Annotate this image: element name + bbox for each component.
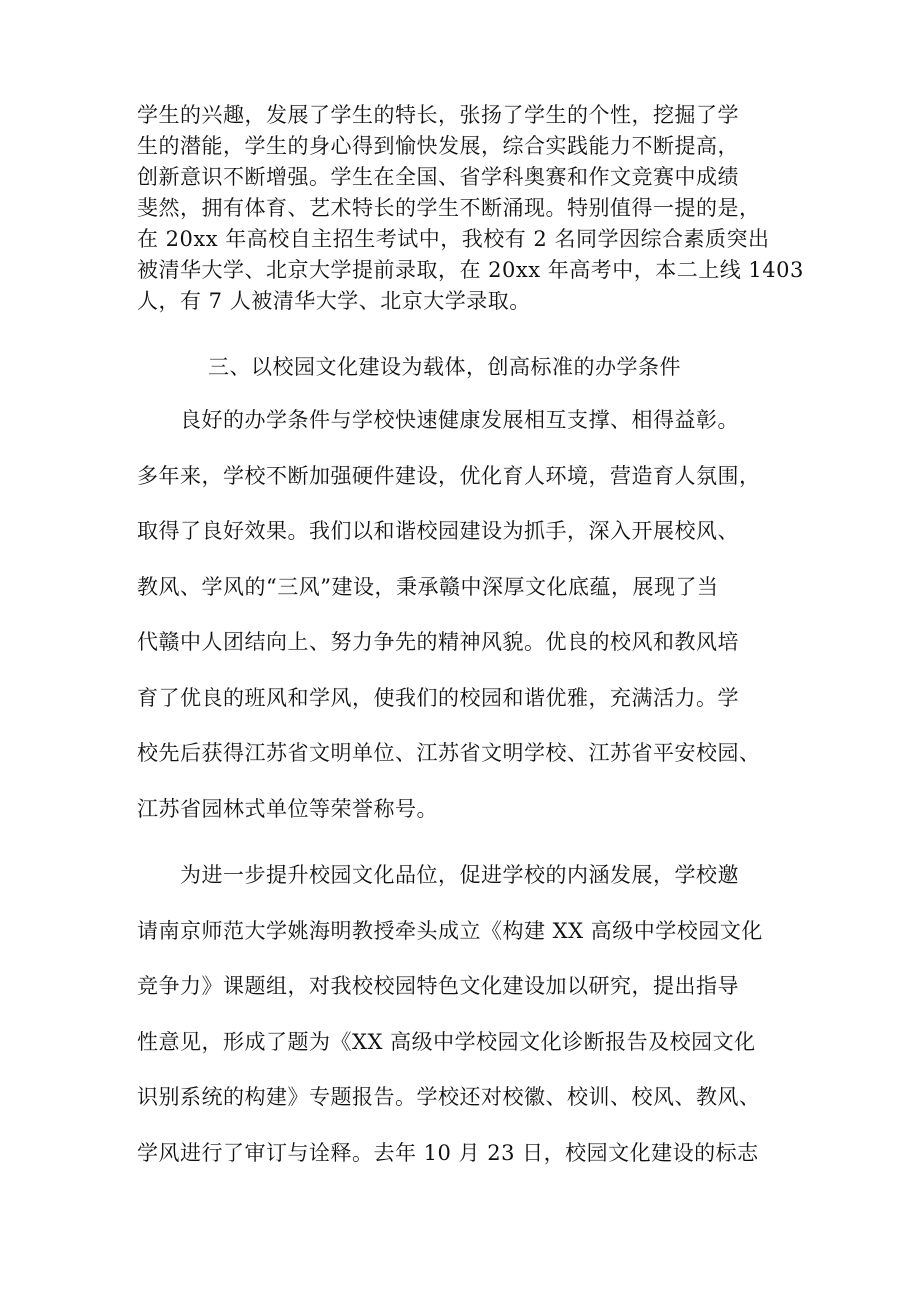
text-line: 校先后获得江苏省文明单位、江苏省文明学校、江苏省平安校园、 bbox=[137, 741, 761, 765]
section-heading: 三、以校园文化建设为载体，创高标准的办学条件 bbox=[208, 355, 681, 379]
text-line: 被清华大学、北京大学提前录取，在 20xx 年高考中，本二上线 1403 bbox=[137, 258, 804, 282]
text-line: 性意见，形成了题为《XX 高级中学校园文化诊断报告及校园文化 bbox=[137, 1029, 756, 1054]
text-line: 学生的兴趣，发展了学生的特长，张扬了学生的个性，挖掘了学 bbox=[137, 103, 739, 127]
text-line: 教风、学风的“三风”建设，秉承赣中深厚文化底蕴，展现了当 bbox=[137, 574, 719, 599]
text-line: 多年来，学校不断加强硬件建设，优化育人环境，营造育人氛围， bbox=[137, 463, 761, 488]
text-line: 为进一步提升校园文化品位，促进学校的内涵发展，学校邀 bbox=[137, 863, 739, 887]
text-line: 江苏省园林式单位等荣誉称号。 bbox=[137, 796, 438, 821]
text-line: 生的潜能，学生的身心得到愉快发展，综合实践能力不断提高， bbox=[137, 134, 739, 158]
text-line: 请南京师范大学姚海明教授牵头成立《构建 XX 高级中学校园文化 bbox=[137, 918, 763, 943]
text-line: 在 20xx 年高校自主招生考试中，我校有 2 名同学因综合素质突出 bbox=[137, 227, 770, 251]
paragraph-school-conditions bbox=[137, 405, 787, 849]
text-line: 创新意识不断增强。学生在全国、省学科奥赛和作文竞赛中成绩 bbox=[137, 165, 739, 189]
text-line: 取得了良好效果。我们以和谐校园建设为抓手，深入开展校风、 bbox=[137, 519, 739, 543]
text-line: 代赣中人团结向上、努力争先的精神风貌。优良的校风和教风培 bbox=[137, 630, 739, 654]
text-line: 育了优良的班风和学风，使我们的校园和谐优雅，充满活力。学 bbox=[137, 685, 739, 710]
text-line: 斐然，拥有体育、艺术特长的学生不断涌现。特别值得一提的是， bbox=[137, 196, 761, 220]
text-line: 竞争力》课题组，对我校校园特色文化建设加以研究，提出指导 bbox=[137, 974, 739, 998]
paragraph-student-development bbox=[137, 100, 804, 317]
paragraph-campus-culture bbox=[137, 860, 787, 1193]
text-line: 良好的办学条件与学校快速健康发展相互支撑、相得益彰。 bbox=[137, 408, 739, 432]
text-line: 识别系统的构建》专题报告。学校还对校徽、校训、校风、教风、 bbox=[137, 1085, 761, 1109]
text-line: 学风进行了审订与诠释。去年 10 月 23 日，校园文化建设的标志 bbox=[137, 1140, 759, 1165]
text-line: 人，有 7 人被清华大学、北京大学录取。 bbox=[137, 289, 531, 313]
